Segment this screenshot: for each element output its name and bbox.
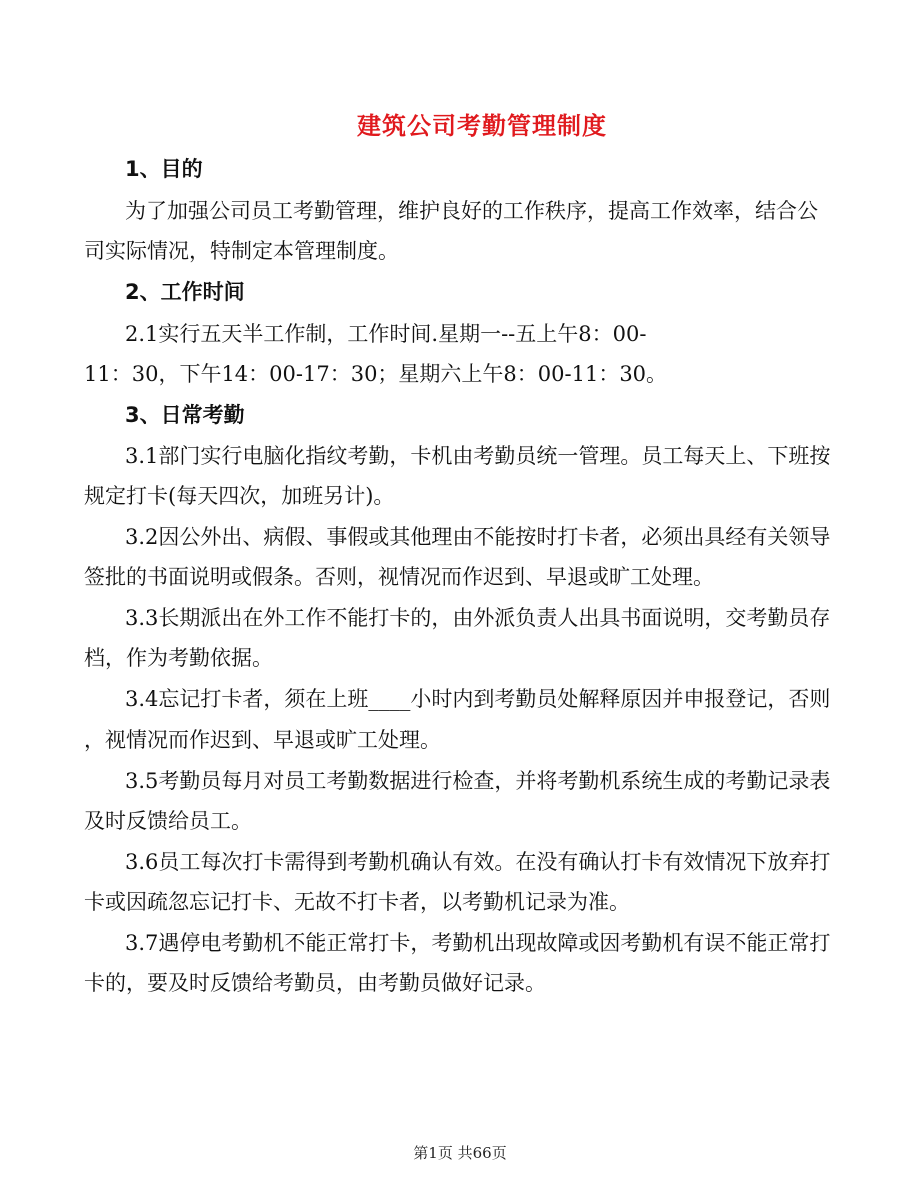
- section-heading-purpose: 1、目的: [125, 157, 203, 181]
- paragraph-line: 签批的书面说明或假条。否则，视情况而作迟到、早退或旷工处理。: [84, 565, 714, 589]
- paragraph-line: 3.2因公外出、病假、事假或其他理由不能按时打卡者，必须出具经有关领导: [125, 525, 831, 549]
- page-number-footer: 第1页 共66页: [413, 1144, 507, 1162]
- paragraph-line: 3.4忘记打卡者，须在上班____小时内到考勤员处解释原因并申报登记，否则: [125, 687, 831, 711]
- paragraph-line: 3.1部门实行电脑化指纹考勤，卡机由考勤员统一管理。员工每天上、下班按: [125, 444, 831, 468]
- paragraph-line: 司实际情况，特制定本管理制度。: [84, 239, 399, 263]
- paragraph-line: 为了加强公司员工考勤管理，维护良好的工作秩序，提高工作效率，结合公: [125, 199, 818, 223]
- paragraph-line: 及时反馈给员工。: [84, 809, 252, 833]
- paragraph-line: 3.3长期派出在外工作不能打卡的，由外派负责人出具书面说明，交考勤员存: [125, 606, 831, 630]
- section-heading-work-time: 2、工作时间: [125, 280, 245, 304]
- paragraph-line: 2.1实行五天半工作制，工作时间.星期一--五上午8：00-: [125, 322, 647, 346]
- paragraph-line: 11：30，下午14：00-17：30；星期六上午8：00-11：30。: [84, 362, 668, 386]
- paragraph-line: 卡或因疏忽忘记打卡、无故不打卡者，以考勤机记录为准。: [84, 890, 630, 914]
- paragraph-line: ，视情况而作迟到、早退或旷工处理。: [84, 728, 441, 752]
- paragraph-line: 3.7遇停电考勤机不能正常打卡，考勤机出现故障或因考勤机有误不能正常打: [125, 931, 831, 955]
- document-title: 建筑公司考勤管理制度: [357, 111, 607, 140]
- paragraph-line: 档，作为考勤依据。: [84, 646, 273, 670]
- paragraph-line: 规定打卡(每天四次，加班另计)。: [84, 484, 395, 508]
- paragraph-line: 3.5考勤员每月对员工考勤数据进行检查，并将考勤机系统生成的考勤记录表: [125, 769, 831, 793]
- paragraph-line: 卡的，要及时反馈给考勤员，由考勤员做好记录。: [84, 971, 546, 995]
- paragraph-line: 3.6员工每次打卡需得到考勤机确认有效。在没有确认打卡有效情况下放弃打: [125, 850, 831, 874]
- section-heading-daily-attendance: 3、日常考勤: [125, 403, 245, 427]
